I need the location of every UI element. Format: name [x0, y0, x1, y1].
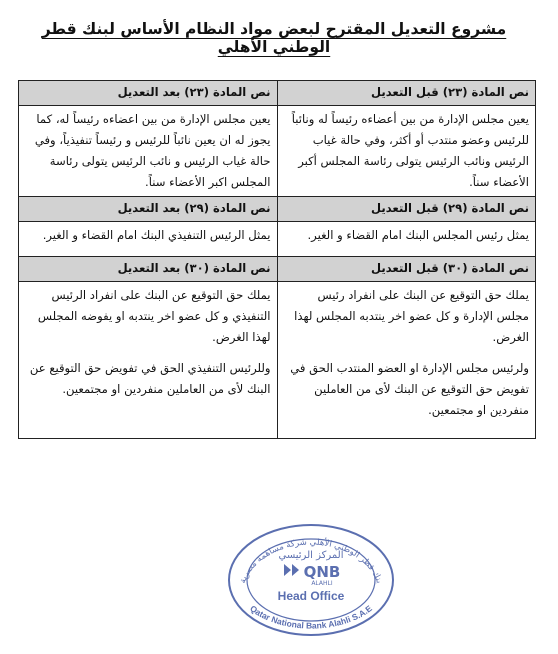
after-text-23-p1: يعين مجلس الإدارة من بين اعضاءه رئيساً له، كما يجوز له ان يعين نائباً للرئيس و رئيساً تنفيذياً، وفي حالة غياب الرئيس و نائب الرئيس يتولى رئاسة المجلس اكبر الأعضاء سناً. [34, 112, 271, 189]
stamp-arabic-office: المركز الرئيسي [278, 550, 344, 561]
before-text-23 [277, 106, 536, 197]
after-header-29: نص المادة (٢٩) بعد التعديل [19, 197, 278, 222]
body-row-article-30 [19, 282, 536, 439]
after-header-30: نص المادة (٣٠) بعد التعديل [19, 257, 278, 282]
stamp-english-name: Qatar National Bank Alahli S.A.E [248, 603, 374, 631]
header-row-article-23 [19, 81, 536, 106]
header-row-article-30 [19, 257, 536, 282]
after-text-23 [19, 106, 278, 197]
before-text-23-p1: يعين مجلس الإدارة من بين أعضاءه رئيساً له ونائباً للرئيس وعضو منتدب أو أكثر، وفي حالة غياب الرئيس ونائب الرئيس يتولى رئاسة المجلس أكبر الأعضاء سناً. [291, 112, 529, 189]
stamp-logo: QNB [303, 563, 341, 581]
document-title: مشروع التعديل المقترح لبعض مواد النظام الأساس لبنك قطر الوطني الأهلي [41, 20, 507, 56]
before-text-30-p1: يملك حق التوقيع عن البنك على انفراد رئيس مجلس الإدارة و كل عضو اخر ينتدبه المجلس لهذا الغرض. [294, 288, 529, 344]
body-row-article-29 [19, 222, 536, 257]
bank-stamp [226, 520, 396, 638]
header-row-article-29 [19, 197, 536, 222]
body-row-article-23 [19, 106, 536, 197]
after-text-29 [19, 222, 278, 257]
before-header-23: نص المادة (٢٣) قبل التعديل [277, 81, 536, 106]
after-text-30-p2: وللرئيس التنفيذي الحق في تفويض حق التوقيع عن البنك لأى من العاملين منفردين او مجتمعين. [29, 361, 271, 396]
amendments-table [18, 80, 536, 439]
before-text-29-p1: يمثل رئيس المجلس البنك امام القضاء و الغير. [307, 228, 529, 242]
before-text-29 [277, 222, 536, 257]
before-text-30 [277, 282, 536, 439]
after-text-30 [19, 282, 278, 439]
qnb-logo-icon [284, 564, 299, 576]
before-header-29: نص المادة (٢٩) قبل التعديل [277, 197, 536, 222]
before-text-30-p2: ولرئيس مجلس الإدارة او العضو المنتدب الحق في تفويض حق التوقيع عن البنك لأى من العاملين منفردين او مجتمعين. [290, 361, 529, 417]
before-header-30: نص المادة (٣٠) قبل التعديل [277, 257, 536, 282]
stamp-office: Head Office [277, 589, 345, 603]
after-header-23: نص المادة (٢٣) بعد التعديل [19, 81, 278, 106]
stamp-arabic-name: بنك قطر الوطني الأهلي شركة مساهمة مصرية [237, 537, 385, 585]
after-text-29-p1: يمثل الرئيس التنفيذي البنك امام القضاء و الغير. [42, 228, 271, 242]
after-text-30-p1: يملك حق التوقيع عن البنك على انفراد الرئيس التنفيذي و كل عضو اخر ينتدبه او يفوضه المجلس لهذا الغرض. [37, 288, 271, 344]
stamp-logo-sub: ALAHLI [311, 580, 333, 587]
